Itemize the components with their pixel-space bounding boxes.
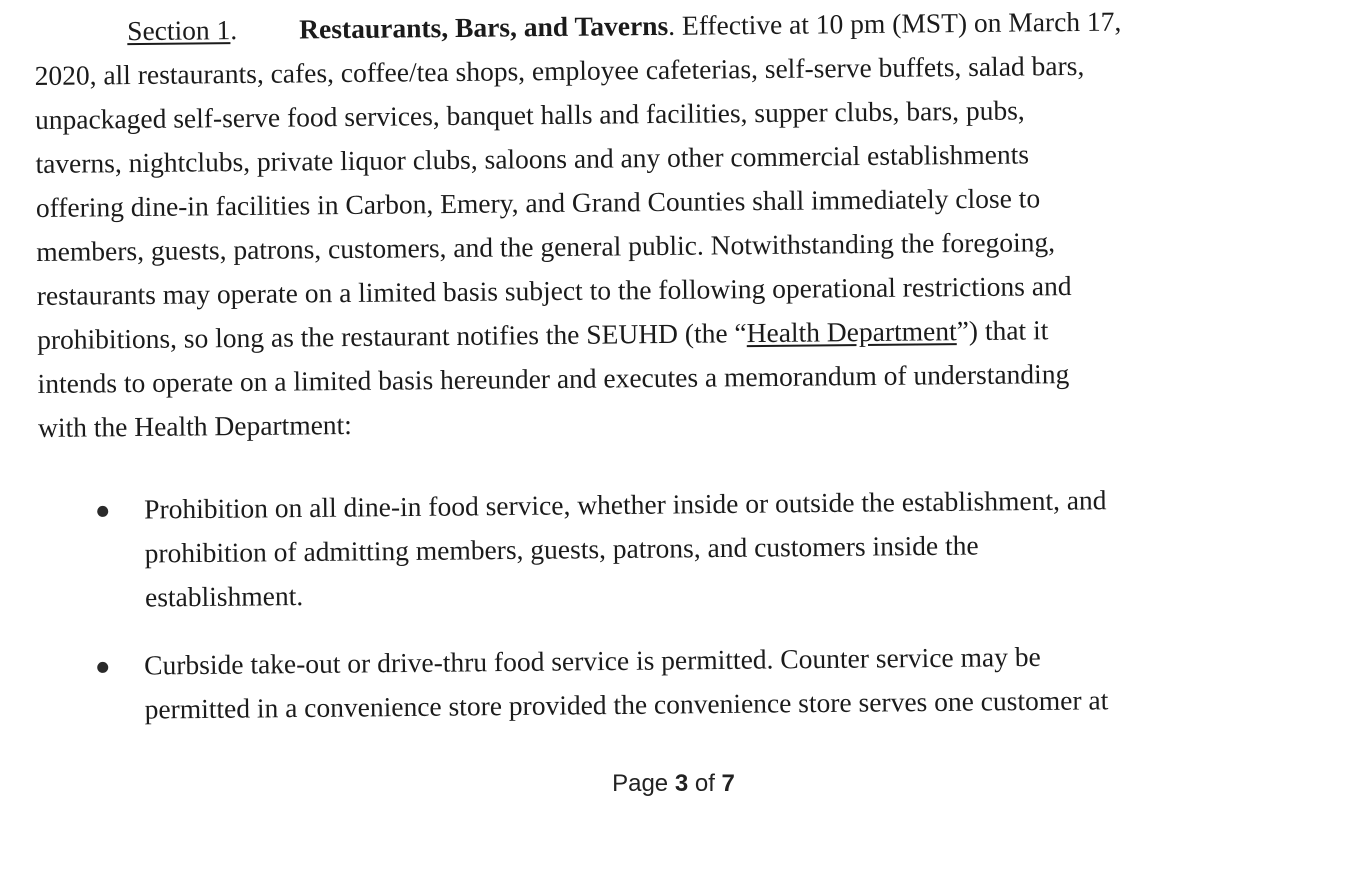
section-title: Restaurants, Bars, and Taverns bbox=[299, 9, 669, 45]
paragraph-line: offering dine-in facilities in Carbon, Emery, and Grand Counties shall immediately close to bbox=[35, 182, 1041, 223]
footer-current-page: 3 bbox=[674, 770, 689, 797]
bullet-text bbox=[144, 633, 1276, 732]
section-number-punct: . bbox=[230, 14, 238, 46]
footer-middle: of bbox=[688, 770, 722, 797]
paragraph-line: unpackaged self-serve food services, banquet halls and facilities, supper clubs, bars, pubs, bbox=[34, 94, 1025, 135]
paragraph-line: restaurants may operate on a limited basis subject to the following operational restrictions and bbox=[36, 270, 1072, 311]
bullet-line: Curbside take-out or drive-thru food service is permitted. Counter service may be bbox=[144, 640, 1041, 681]
section-gap bbox=[237, 38, 299, 39]
page-number-footer bbox=[0, 770, 1347, 798]
bullet-dot-icon bbox=[97, 506, 108, 517]
bullet-line: permitted in a convenience store provided the convenience store serves one customer at bbox=[144, 684, 1109, 725]
bullet-text bbox=[144, 477, 1276, 620]
bullet-line: establishment. bbox=[144, 580, 304, 613]
section-number: Section 1 bbox=[127, 14, 231, 47]
bullet-line: prohibition of admitting members, guests, patrons, and customers inside the bbox=[144, 529, 979, 569]
paragraph-line: taverns, nightclubs, private liquor clubs, saloons and any other commercial establishments bbox=[35, 138, 1030, 179]
defined-term-health-department: Health Department bbox=[746, 315, 957, 349]
bullet-item bbox=[95, 633, 1276, 732]
paragraph-text: Effective at 10 pm (MST) on March 17, bbox=[674, 5, 1122, 41]
paragraph-line: with the Health Department: bbox=[37, 408, 353, 443]
footer-total-pages: 7 bbox=[721, 770, 735, 797]
paragraph-line: members, guests, patrons, customers, and the general public. Notwithstanding the foregoing, bbox=[36, 226, 1056, 267]
paragraph-text: ”) that it bbox=[956, 314, 1049, 347]
bullet-line: Prohibition on all dine-in food service, whether inside or outside the establishment, and bbox=[144, 484, 1107, 525]
paragraph-line: 2020, all restaurants, cafes, coffee/tea shops, employee cafeterias, self-serve buffets, salad bars, bbox=[34, 49, 1085, 91]
paragraph-text: prohibitions, so long as the restaurant notifies the SEUHD (the “ bbox=[37, 317, 747, 355]
section-title-punct: . bbox=[668, 9, 676, 41]
bullet-item bbox=[95, 477, 1276, 620]
footer-prefix: Page bbox=[612, 770, 675, 797]
paragraph-line: intends to operate on a limited basis hereunder and executes a memorandum of understanding bbox=[37, 358, 1070, 399]
section-1-paragraph bbox=[34, 0, 1288, 450]
bullet-dot-icon bbox=[97, 662, 108, 673]
